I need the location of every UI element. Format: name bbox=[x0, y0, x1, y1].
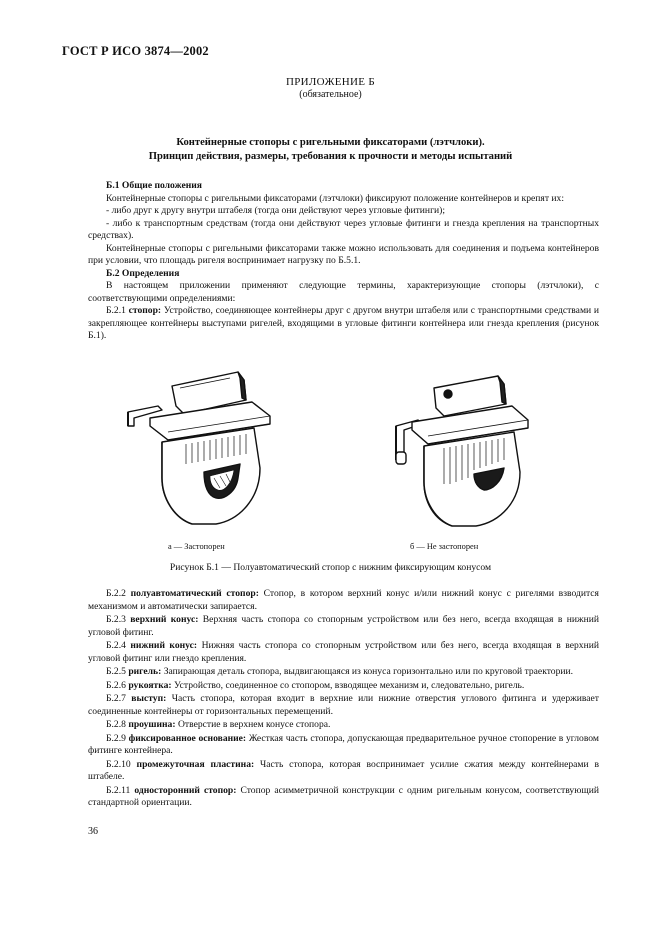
document-id: ГОСТ Р ИСО 3874—2002 bbox=[62, 44, 209, 58]
definition-item bbox=[88, 693, 599, 718]
definition-text: Жесткая часть стопора, допускающая предварительное ручное стопорение в угловом фитинге контейнера. bbox=[88, 732, 599, 756]
definition-term: стопор: bbox=[128, 305, 162, 316]
figure-b-unlocked-twistlock bbox=[378, 372, 553, 542]
definition-item bbox=[88, 666, 599, 679]
definition-number: Б.2.7 bbox=[106, 693, 126, 704]
definition-text: Стопор асимметричной конструкции с одним ригельным конусом, соответствующий стандартной ориентации. bbox=[88, 784, 600, 808]
definition-number: Б.2.6 bbox=[106, 679, 126, 691]
definition-item bbox=[88, 719, 599, 732]
definition-number: Б.2.10 bbox=[106, 758, 131, 770]
definition-text: Часть стопора, которая входит в верхние или нижние отверстия углового фитинга и удерживает соединенные контейнеры от горизонтальных перемещений. bbox=[88, 693, 599, 717]
appendix-title: ПРИЛОЖЕНИЕ Б bbox=[286, 76, 375, 88]
main-title-line1: Контейнерные стопоры с ригельными фиксаторами (лэтчлоки). bbox=[176, 137, 485, 148]
section-heading-b2: Б.2 Определения bbox=[106, 267, 180, 279]
figure-a-locked-twistlock bbox=[120, 368, 295, 538]
definition-item bbox=[88, 680, 599, 693]
definition-number: Б.2.2 bbox=[106, 588, 126, 599]
main-title-line2: Принцип действия, размеры, требования к прочности и методы испытаний bbox=[148, 151, 513, 162]
definition-text: Стопор, в котором верхний конус и/или нижний конус с ригелями взводится механизмом и автоматически запирается. bbox=[88, 588, 599, 612]
definition-item bbox=[88, 759, 599, 784]
definition-term: промежуточная пластина: bbox=[136, 758, 255, 770]
definition-item bbox=[88, 733, 599, 758]
figure-caption: Рисунок Б.1 — Полуавтоматический стопор с нижним фиксирующим конусом bbox=[169, 562, 492, 573]
definition-term: фиксированное основание: bbox=[128, 732, 247, 744]
definition-item bbox=[88, 785, 599, 810]
figure-label-a: а — Застопорен bbox=[168, 542, 225, 551]
definition-term: верхний конус: bbox=[130, 614, 199, 625]
definition-number: Б.2.9 bbox=[106, 732, 126, 744]
definition-b21 bbox=[88, 305, 599, 343]
section-heading-b1: Б.1 Общие положения bbox=[106, 180, 202, 191]
definition-term: проушина: bbox=[128, 719, 176, 730]
definition-number: Б.2.11 bbox=[106, 784, 131, 796]
definition-term: односторонний стопор: bbox=[134, 784, 237, 796]
definition-number: Б.2.1 bbox=[106, 305, 126, 316]
definition-term: ригель: bbox=[128, 666, 162, 677]
section-b1 bbox=[88, 180, 599, 343]
main-title bbox=[0, 136, 661, 164]
definition-term: нижний конус: bbox=[130, 640, 198, 651]
definition-item bbox=[88, 588, 599, 613]
definition-number: Б.2.3 bbox=[106, 614, 126, 625]
definition-text: Устройство, соединяющее контейнеры друг с другом внутри штабеля или с транспортными средствами и закрепляющее контейнеры выступами ригелей, входящими в угловые фитинги контейнера или гнезда крепления (рисунок Б.1). bbox=[88, 305, 599, 341]
definition-text: Устройство, соединенное со стопором, взводящее механизм и, следовательно, ригель. bbox=[174, 679, 525, 691]
definition-term: выступ: bbox=[131, 693, 167, 704]
definition-text: Верхняя часть стопора со стопорным устройством или без него, всегда входящая в нижний угловой фитинг. bbox=[88, 614, 599, 638]
definition-text: Запирающая деталь стопора, выдвигающаяся из конуса горизонтально или по круговой траектории. bbox=[163, 666, 574, 677]
appendix-status: (обязательное) bbox=[299, 89, 362, 100]
definitions-list bbox=[88, 588, 599, 811]
definition-item bbox=[88, 640, 599, 665]
definition-number: Б.2.8 bbox=[106, 719, 126, 730]
figure-label-b: б — Не застопорен bbox=[410, 542, 479, 551]
paragraph: В настоящем приложении применяют следующие термины, характеризующие стопоры (лэтчлоки), с соответствующими определениями: bbox=[88, 280, 599, 304]
definition-text: Отверстие в верхнем конусе стопора. bbox=[177, 719, 331, 730]
paragraph: Контейнерные стопоры с ригельными фиксаторами (лэтчлоки) фиксируют положение контейнеров и крепят их: bbox=[106, 192, 565, 204]
list-item: - либо друг к другу внутри штабеля (тогда они действуют через угловые фитинги); bbox=[106, 205, 445, 216]
definition-text: Нижняя часть стопора со стопорным устройством или без него, всегда входящая в верхний угловой фитинг или гнездо крепления. bbox=[88, 640, 600, 664]
definition-term: рукоятка: bbox=[128, 679, 172, 691]
paragraph: Контейнерные стопоры с ригельными фиксаторами также можно использовать для соединения и подъема контейнеров при условии, что площадь ригеля воспринимает нагрузку по Б.5.1. bbox=[88, 242, 599, 266]
definition-number: Б.2.4 bbox=[106, 640, 126, 651]
definition-text: Часть стопора, которая воспринимает усилие сжатия между контейнерами в штабеле. bbox=[88, 758, 599, 782]
definition-item bbox=[88, 614, 599, 639]
definition-number: Б.2.5 bbox=[106, 666, 126, 677]
list-item: - либо к транспортным средствам (тогда они действуют через угловые фитинги и гнезда крепления на транспортных средствах). bbox=[88, 217, 599, 241]
definition-term: полуавтоматический стопор: bbox=[130, 588, 259, 599]
page-number: 36 bbox=[88, 826, 98, 837]
